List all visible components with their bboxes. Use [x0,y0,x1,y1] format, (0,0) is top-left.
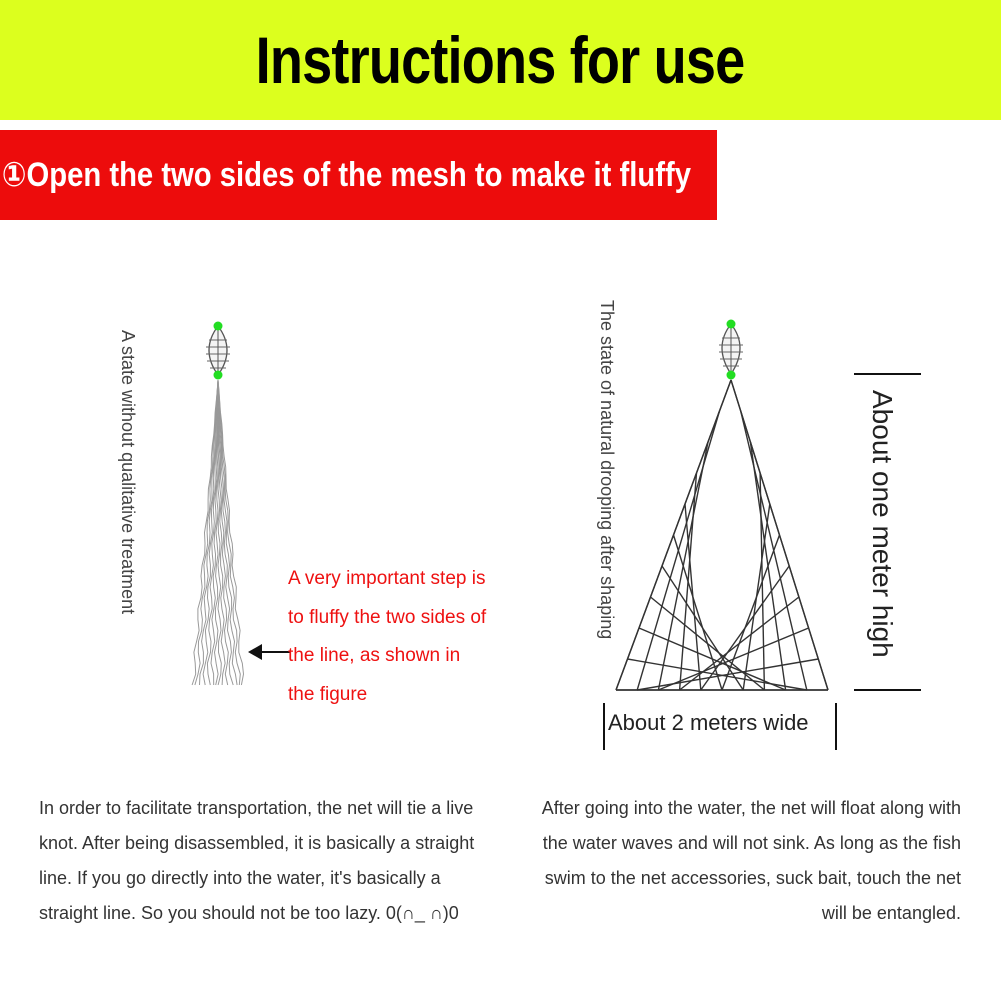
right-vertical-label: The state of natural drooping after shaping [597,300,617,640]
arrow-left-icon [248,644,290,660]
note-line: to fluffy the two sides of [288,606,487,628]
left-vertical-label: A state without qualitative treatment [118,330,138,615]
step-text: Open the two sides of the mesh to make it fluffy [26,156,691,194]
step-number: ① [1,156,27,194]
mesh-line [628,659,807,690]
height-label: About one meter high [867,390,898,658]
collapsed-net [192,380,243,685]
shaped-net [616,380,828,690]
note-line: the line, as shown in [288,645,461,666]
mesh-line [616,380,731,690]
page-title: Instructions for use [256,23,745,97]
float-icon [719,320,743,380]
right-description: After going into the water, the net will float along with the water waves and will not sink. As long as the fish swim to the net accessories, suck bait, touch the net will be entangled. [541,798,961,923]
net-strand [200,380,219,685]
mesh-line [658,628,808,690]
left-net-figure [192,322,290,686]
left-description: In order to facilitate transportation, the net will tie a live knot. After being disassembled, it is basically a straight line. If you go directly into the water, it's basically a straight line. So you should not be too lazy. 0(∩_ ∩)0 [39,798,475,923]
float-icon [206,322,230,380]
important-note [288,560,528,714]
note-line: the figure [288,683,368,705]
width-label: About 2 meters wide [608,710,809,735]
note-line: A very important step is [288,568,486,589]
